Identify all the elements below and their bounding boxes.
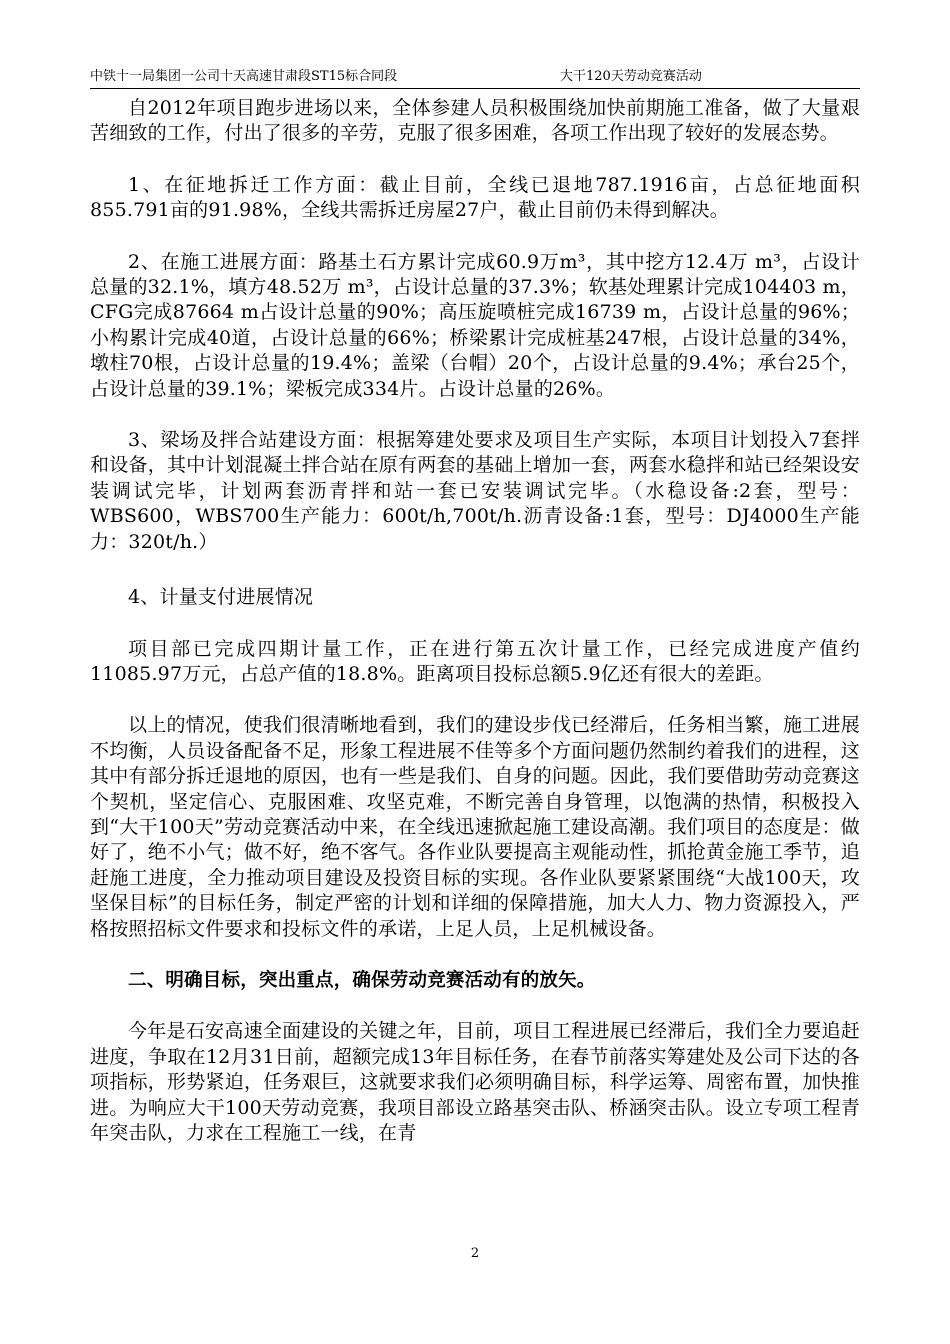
paragraph-intro: 自2012年项目跑步进场以来，全体参建人员积极围绕加快前期施工准备，做了大量艰苦细致的工作，付出了很多的辛劳，克服了很多困难，各项工作出现了较好的发展态势。 <box>90 97 860 145</box>
paragraph-payment-title: 4、计量支付进展情况 <box>128 586 314 609</box>
paragraph-section2: 今年是石安高速全面建设的关键之年，目前，项目工程进展已经滞后，我们全力要追赶进度，争取在12月31日前，超额完成13年目标任务，在春节前落实筹建处及公司下达的各项指标，形势紧迫，任务艰巨，这就要求我们必须明确目标，科学运筹、周密布置，加快推进。为响应大干100天劳动竞赛，我项目部设立路基突击队、桥涵突击队。设立专项工程青年突击队，力求在工程施工一线，在青 <box>90 1020 860 1144</box>
paragraph-land-acquisition: 1、在征地拆迁工作方面：截止目前，全线已退地787.1916亩，占总征地面积855.791亩的91.98%，全线共需拆迁房屋27户，截止目前仍未得到解决。 <box>90 173 860 222</box>
paragraph-construction-progress: 2、在施工进展方面：路基土石方累计完成60.9万m³，其中挖方12.4万 m³，占设计总量的32.1%，填方48.52万 m³，占设计总量的37.3%；软基处理累计完成104403 m，CFG完成87664 m占设计总量的90%；高压旋喷桩完成16739 m，占设计总量的96%；小构累计完成40道，占设计总量的66%；桥梁累计完成桩基247根，占设计总量的34%，墩柱70根，占设计总量的19.4%；盖梁（台帽）20个，占设计总量的9.4%；承台25个，占设计总量的39.1%；梁板完成334片。占设计总量的26%。 <box>90 250 860 400</box>
paragraph-situation: 以上的情况，使我们很清晰地看到，我们的建设步伐已经滞后，任务相当繁，施工进展不均衡，人员设备配备不足，形象工程进展不佳等多个方面问题仍然制约着我们的进程，这其中有部分拆迁退地的原因，也有一些是我们、自身的问题。因此，我们要借助劳动竞赛这个契机，坚定信心、克服困难、攻坚克难，不断完善自身管理，以饱满的热情，积极投入到“大干100天”劳动竞赛活动中来，在全线迅速掀起施工建设高潮。我们项目的态度是：做好了，绝不小气；做不好，绝不客气。各作业队要提高主观能动性，抓抢黄金施工季节，追赶施工进度，全力推动项目建设及投资目标的实现。各作业队要紧紧围绕“大战100天，攻坚保目标”的目标任务，制定严密的计划和详细的保障措施，加大人力、物力资源投入，严格按照招标文件要求和投标文件的承诺，上足人员，上足机械设备。 <box>90 714 860 940</box>
page-number: 2 <box>470 1246 480 1261</box>
document-body <box>90 96 860 1146</box>
paragraph-payment: 项目部已完成四期计量工作，正在进行第五次计量工作，已经完成进度产值约11085.97万元，占总产值的18.8%。距离项目投标总额5.9亿还有很大的差距。 <box>90 637 860 685</box>
header-project-name: 中铁十一局集团一公司十天高速甘肃段ST15标合同段 <box>90 69 398 84</box>
paragraph-mixing-station: 3、梁场及拌合站建设方面：根据筹建处要求及项目生产实际，本项目计划投入7套拌和设备，其中计划混凝土拌合站在原有两套的基础上增加一套，两套水稳拌和站已经架设安装调试完毕，计划两套沥青拌和站一套已安装调试完毕。（水稳设备:2套，型号：WBS600，WBS700生产能力：600t/h,700t/h.沥青设备:1套，型号：DJ4000生产能力：320t/h.） <box>90 429 860 553</box>
page-header <box>90 66 860 89</box>
section-heading: 二、明确目标，突出重点，确保劳动竞赛活动有的放矢。 <box>128 969 596 991</box>
header-campaign-name: 大干120天劳动竞赛活动 <box>560 69 702 84</box>
